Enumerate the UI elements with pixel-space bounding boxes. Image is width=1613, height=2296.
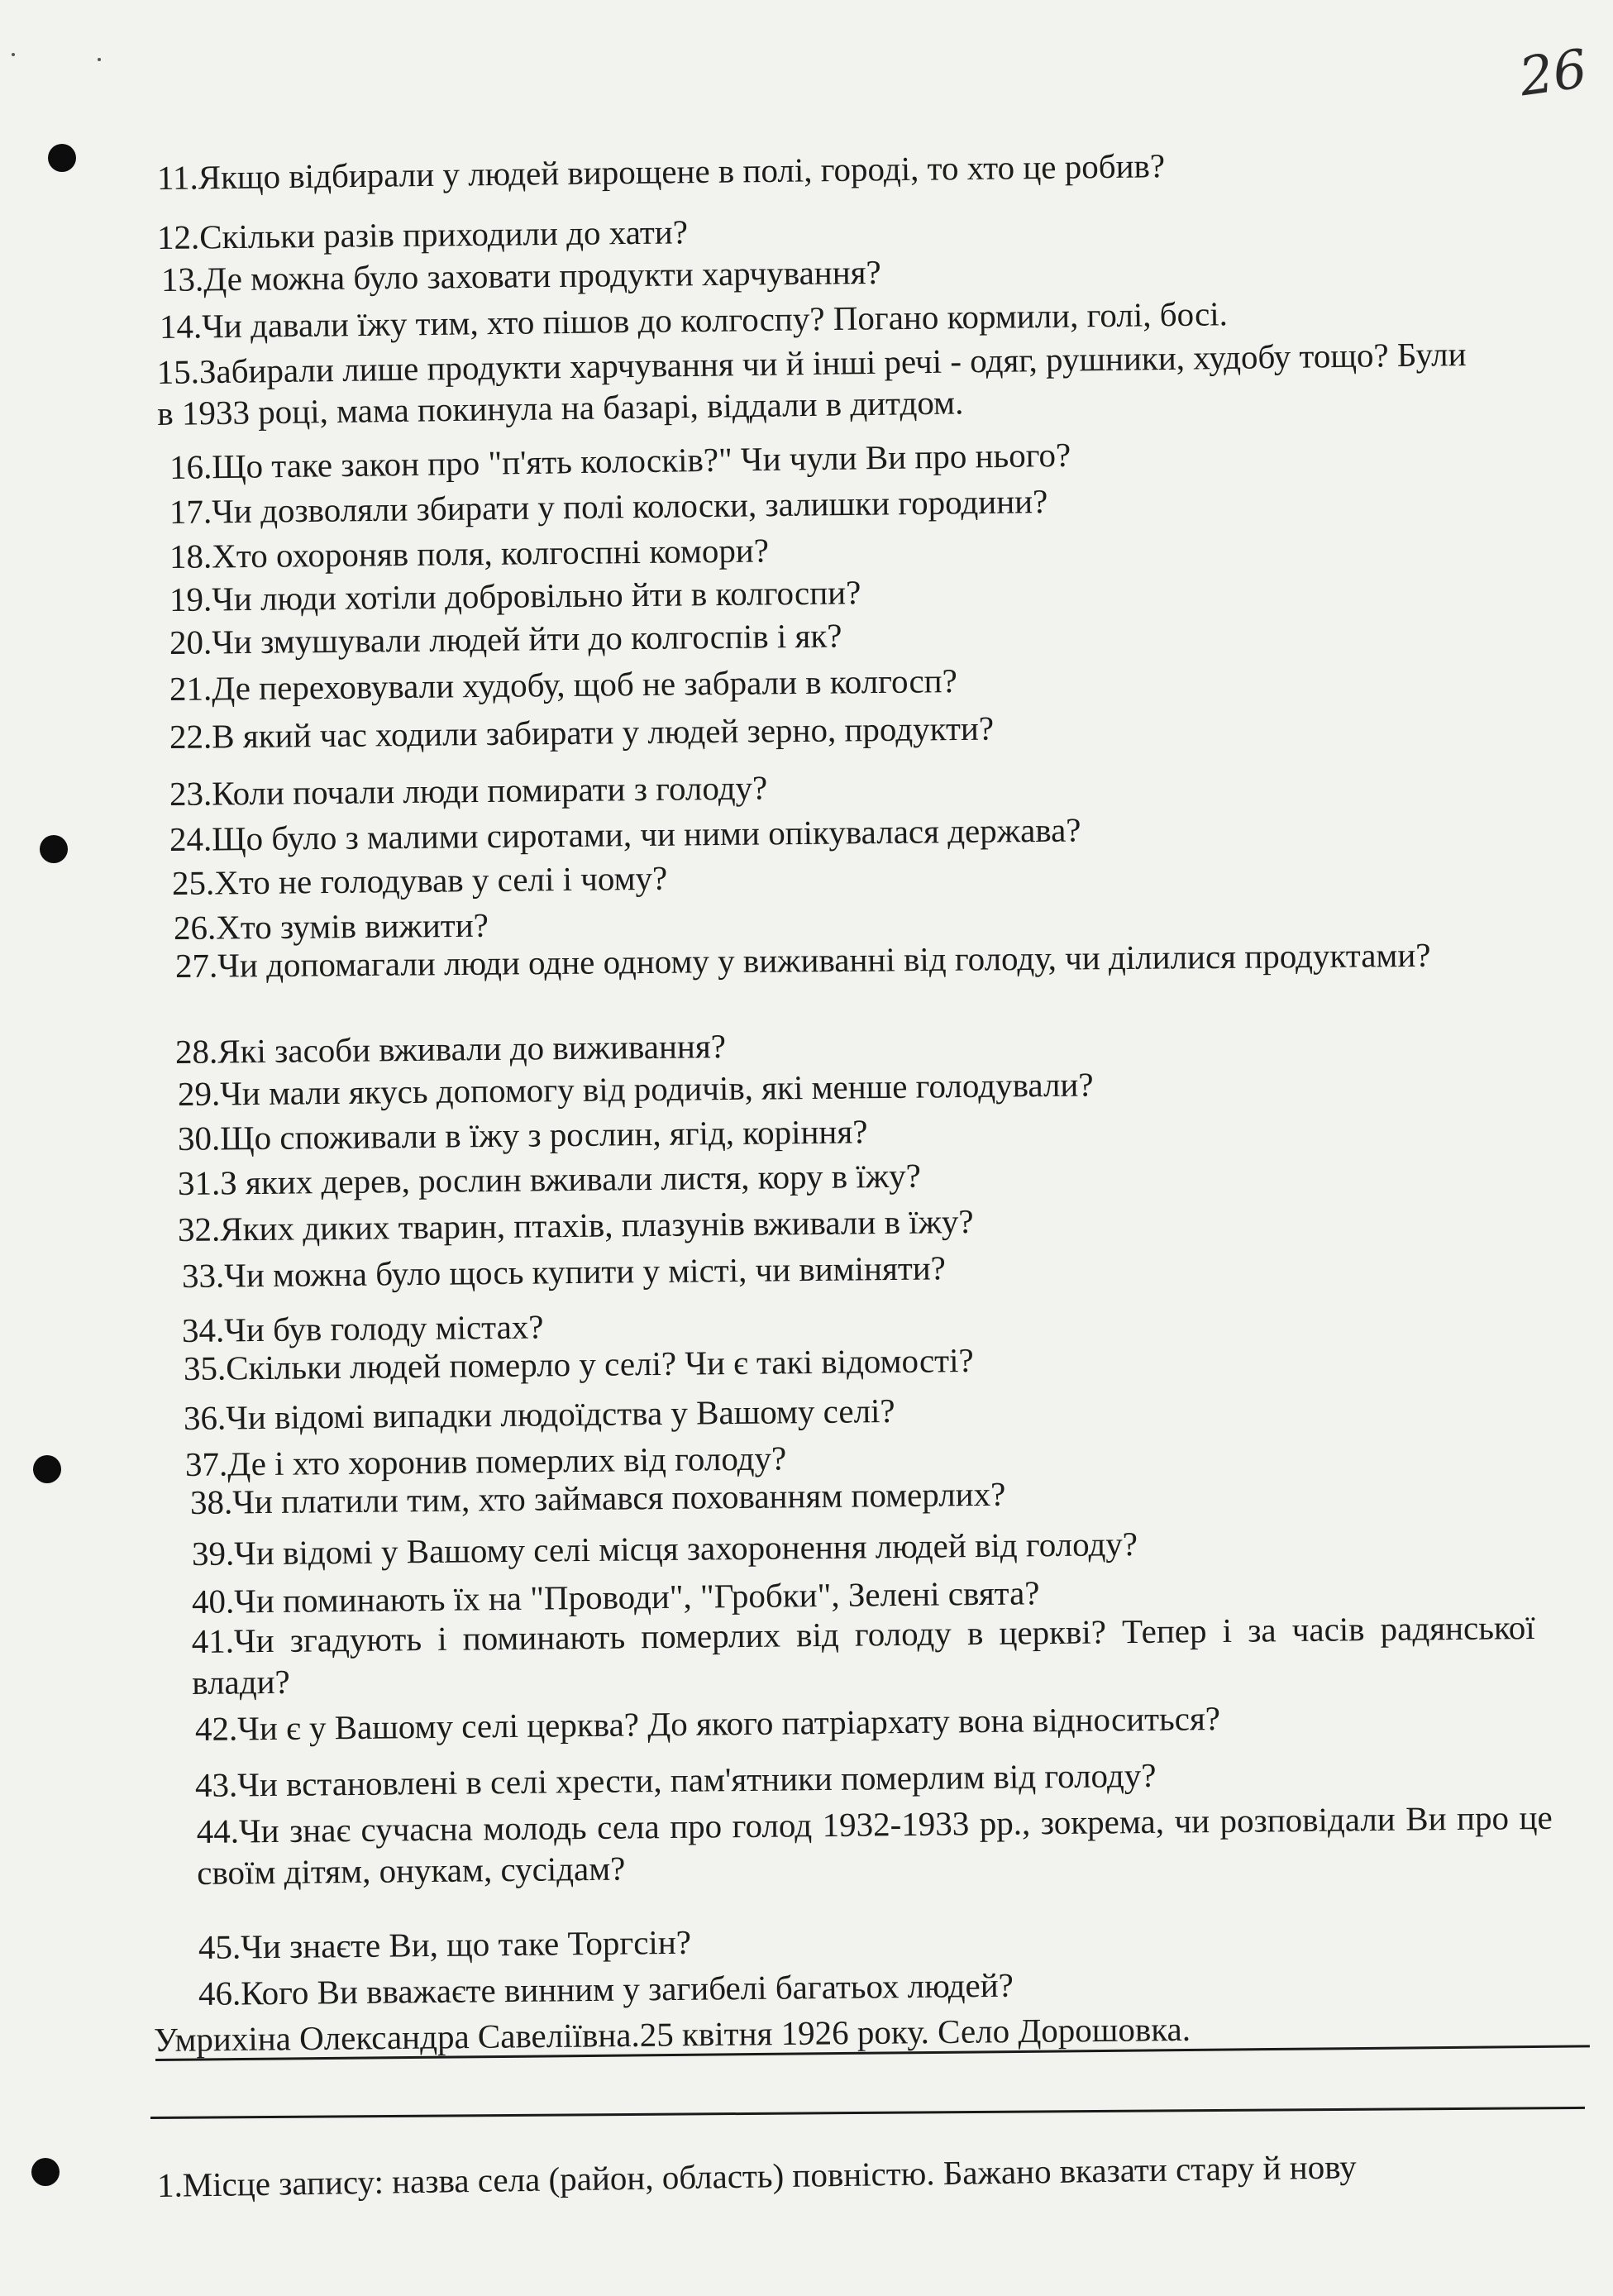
page-number: 26	[1515, 38, 1592, 109]
question-item: 31.З яких дерев, рослин вживали листя, кору в їжу?	[177, 1156, 922, 1202]
question-item: 21.Де переховували худобу, щоб не забрали в колгосп?	[169, 661, 958, 708]
question-item: 14.Чи давали їжу тим, хто пішов до колгоспу? Погано кормили, голі, босі.	[159, 294, 1229, 346]
question-item: 33.Чи можна було щось купити у місті, чи виміняти?	[181, 1248, 947, 1295]
punch-hole	[48, 144, 76, 172]
question-item: 35.Скільки людей померло у селі? Чи є такі відомості?	[183, 1340, 974, 1387]
question-item: 40.Чи поминають їх на "Проводи", "Гробки", Зелені свята?	[191, 1573, 1040, 1621]
question-item: 28.Які засоби вживали до виживання?	[174, 1027, 727, 1071]
scan-speck	[98, 58, 101, 61]
question-item: 13.Де можна було заховати продукти харчування?	[160, 252, 881, 298]
question-item: 34.Чи був голоду містах?	[181, 1307, 544, 1349]
question-item: 44.Чи знає сучасна молодь села про голод 1932-1933 рр., зокрема, чи розповідали Ви про це своїм дітям, онукам, сусідам?	[196, 1797, 1553, 1892]
question-item: 42.Чи є у Вашому селі церква? До якого патріархату вона відноситься?	[194, 1699, 1221, 1748]
question-item: 20.Чи змушували людей йти до колгоспів і як?	[169, 616, 842, 661]
question-item: 29.Чи мали якусь допомогу від родичів, які менше голодували?	[177, 1065, 1094, 1113]
punch-hole	[40, 835, 68, 863]
question-item: 37.Де і хто хоронив померлих від голоду?	[184, 1439, 787, 1483]
question-item: 30.Що споживали в їжу з рослин, ягід, коріння?	[177, 1112, 868, 1158]
question-item: 19.Чи люди хотіли добровільно йти в колгоспи?	[169, 573, 861, 618]
question-item: 27.Чи допомагали люди одне одному у виживанні від голоду, чи ділилися продуктами?	[174, 935, 1431, 985]
question-item: 11.Якщо відбирали у людей вирощене в полі, городі, то хто це робив?	[156, 146, 1166, 197]
question-item: 32.Яких диких тварин, птахів, плазунів вживали в їжу?	[177, 1201, 974, 1248]
divider-line	[150, 2107, 1585, 2119]
question-item: 15.Забирали лише продукти харчування чи й інші речі - одяг, рушники, худобу тощо? Були в 1933 році, мама покинула на базарі, віддали в дитдом.	[156, 334, 1467, 432]
question-item: 12.Скільки разів приходили до хати?	[156, 212, 689, 256]
question-item: 36.Чи відомі випадки людоїдства у Вашому селі?	[183, 1391, 895, 1437]
question-item: 43.Чи встановлені в селі хрести, пам'ятники померлим від голоду?	[194, 1755, 1157, 1804]
punch-hole	[31, 2158, 60, 2186]
question-item: 45.Чи знаєте Ви, що таке Торгсін?	[198, 1922, 692, 1966]
question-item: 16.Що таке закон про "п'ять колосків?" Чи чули Ви про нього?	[169, 435, 1071, 486]
question-item: 24.Що було з малими сиротами, чи ними опікувалася держава?	[169, 810, 1081, 858]
punch-hole	[33, 1455, 61, 1483]
scan-speck	[12, 53, 15, 56]
question-item: 39.Чи відомі у Вашому селі місця захоронення людей від голоду?	[191, 1525, 1138, 1573]
question-item: 41.Чи згадують і поминають померлих від голоду в церкві? Тепер і за часів радянської влади?	[191, 1607, 1535, 1702]
question-item: 22.В який час ходили забирати у людей зерно, продукти?	[169, 709, 995, 756]
question-item: 17.Чи дозволяли збирати у полі колоски, залишки городини?	[169, 482, 1048, 531]
question-item: 25.Хто не голодував у селі і чому?	[171, 858, 668, 902]
question-item: 18.Хто охороняв поля, колгоспні комори?	[169, 531, 770, 575]
question-item: 26.Хто зумів вижити?	[173, 905, 489, 947]
next-section-question: 1.Місце запису: назва села (район, область) повністю. Бажано вказати стару й нову	[156, 2147, 1357, 2204]
respondent-line: Умрихіна Олександра Савеліївна.25 квітня 1926 року. Село Дорошовка.	[153, 2009, 1191, 2059]
question-item: 23.Коли почали люди помирати з голоду?	[169, 768, 768, 813]
question-item: 38.Чи платили тим, хто займався похованням померлих?	[189, 1474, 1006, 1521]
question-item: 46.Кого Ви вважаєте винним у загибелі багатьох людей?	[198, 1965, 1014, 2012]
